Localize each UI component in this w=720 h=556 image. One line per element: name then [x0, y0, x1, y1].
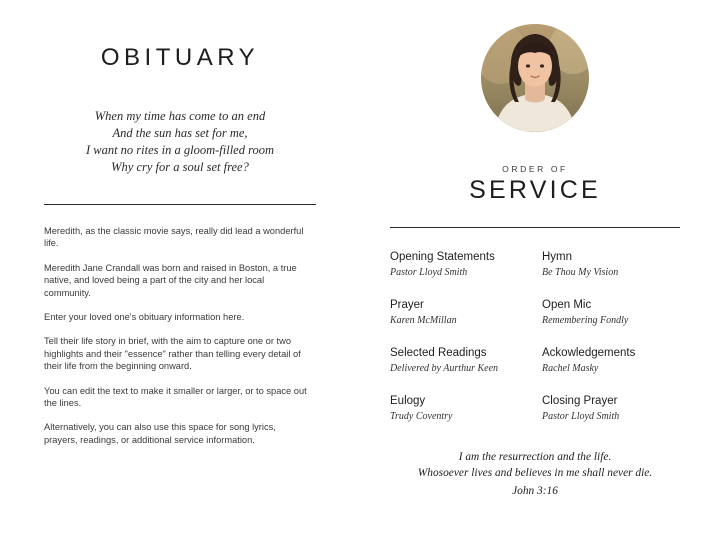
poem-line-4: Why cry for a soul set free?	[111, 160, 249, 174]
obituary-paragraph: Tell their life story in brief, with the aim to capture one or two highlights and their "essence" rather than telling every detail of their life from the beginning onward.	[44, 336, 301, 372]
poem-block	[44, 108, 316, 176]
service-item-name: Eulogy	[390, 395, 426, 407]
obituary-paragraph: Meredith Jane Crandall was born and raised in Boston, a true native, and loved being a part of the city and her local community.	[44, 262, 297, 298]
service-item-person: Delivered by Aurthur Keen	[390, 363, 499, 374]
scripture-verse	[390, 449, 680, 499]
service-item-name: Ackowledgements	[542, 347, 636, 359]
service-title: SERVICE	[469, 176, 601, 204]
service-item-name: Selected Readings	[390, 347, 487, 359]
verse-reference: John 3:16	[512, 485, 558, 497]
service-item-person: Karen McMillan	[390, 315, 457, 326]
verse-line-2: Whosoever lives and believes in me shall never die.	[417, 467, 653, 479]
verse-line-1: I am the resurrection and the life.	[458, 451, 612, 463]
service-item	[542, 346, 680, 375]
poem-line-3: I want no rites in a gloom-filled room	[85, 143, 275, 157]
service-item	[390, 394, 528, 423]
obituary-text	[44, 225, 316, 446]
portrait-photo	[481, 24, 589, 132]
left-divider	[44, 204, 316, 205]
order-of-label: ORDER OF	[502, 164, 568, 174]
service-item-name: Hymn	[542, 251, 573, 263]
service-item	[542, 298, 680, 327]
service-item-name: Prayer	[390, 299, 424, 311]
page-title: OBITUARY	[100, 44, 260, 71]
obituary-paragraph: Meredith, as the classic movie says, really did lead a wonderful life.	[44, 226, 304, 249]
service-item	[542, 394, 680, 423]
service-order-list	[390, 250, 680, 423]
service-item	[542, 250, 680, 279]
service-item	[390, 298, 528, 327]
service-item-person: Pastor Lloyd Smith	[542, 411, 620, 422]
service-item	[390, 250, 528, 279]
service-item-person: Be Thou My Vision	[542, 267, 619, 278]
service-item	[390, 346, 528, 375]
service-item-name: Open Mic	[542, 299, 592, 311]
service-item-person: Pastor Lloyd Smith	[390, 267, 468, 278]
service-item-person: Trudy Coventry	[390, 411, 453, 422]
obituary-paragraph: You can edit the text to make it smaller or larger, or to space out the lines.	[44, 385, 307, 409]
service-panel	[360, 0, 720, 556]
poem-line-1: When my time has come to an end	[94, 109, 266, 123]
obituary-paragraph: Enter your loved one's obituary information here.	[44, 312, 245, 323]
portrait-wrapper	[390, 24, 680, 132]
service-item-name: Opening Statements	[390, 251, 495, 263]
service-item-person: Rachel Masky	[542, 363, 599, 374]
poem-line-2: And the sun has set for me,	[112, 126, 248, 140]
service-item-person: Remembering Fondly	[542, 315, 629, 326]
service-item-name: Closing Prayer	[542, 395, 618, 407]
right-divider	[390, 227, 680, 228]
obituary-paragraph: Alternatively, you can also use this space for song lyrics, prayers, readings, or additional service information.	[44, 422, 276, 445]
